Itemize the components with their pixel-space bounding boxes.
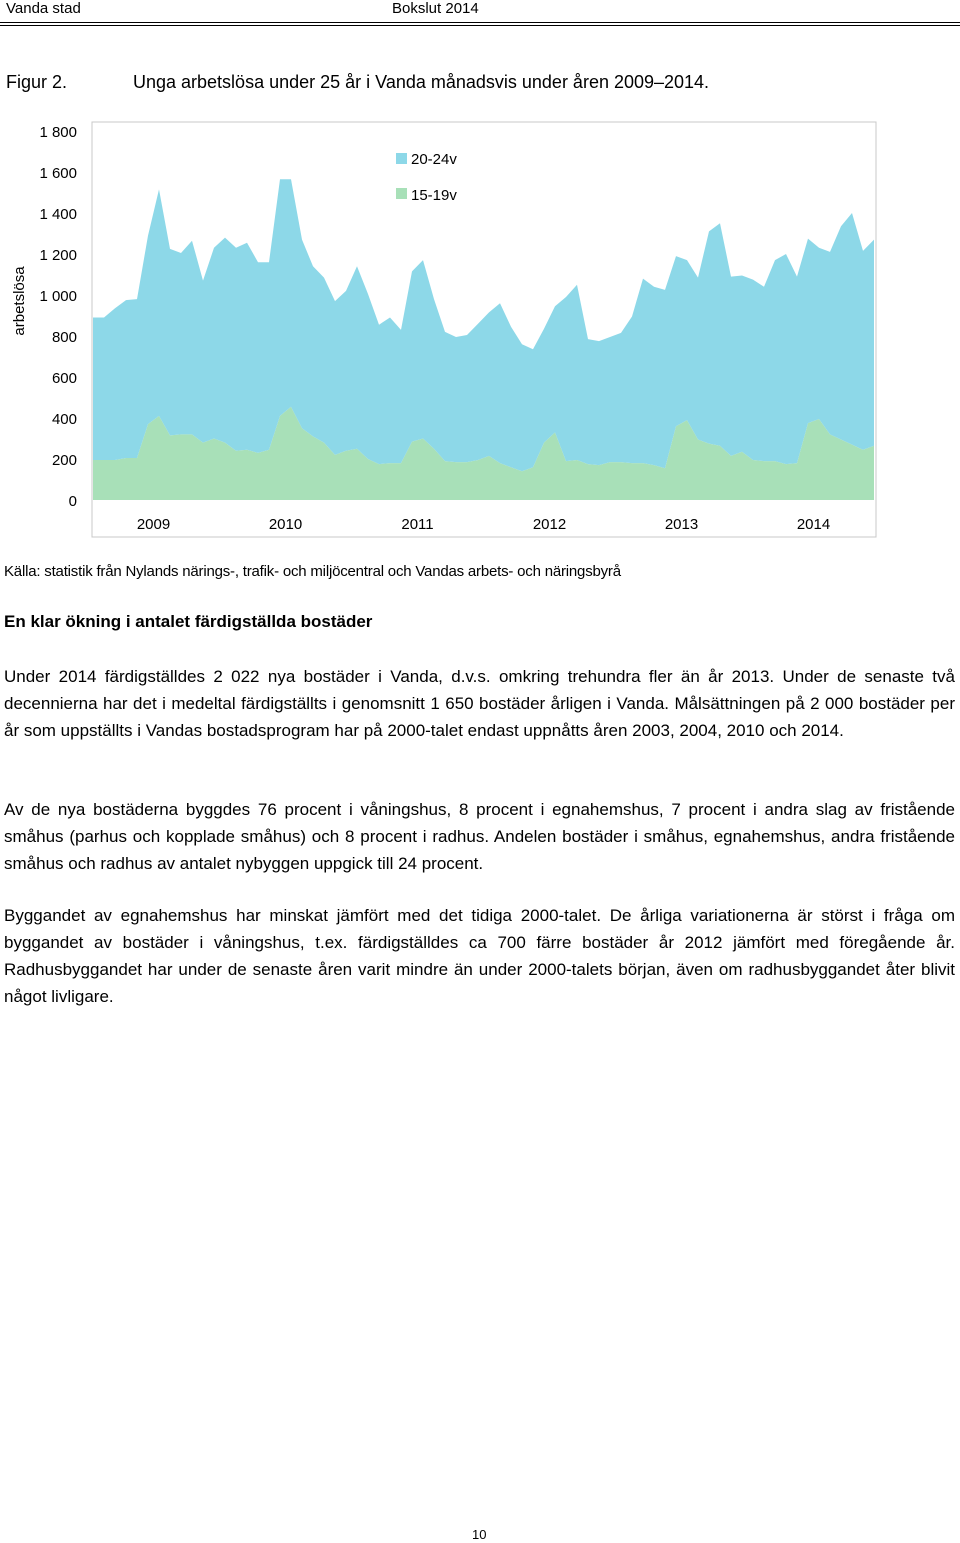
chart-source-note: Källa: statistik från Nylands närings-, trafik- och miljöcentral och Vandas arbets- och näringsbyrå: [4, 563, 621, 580]
header-document-title: Bokslut 2014: [392, 0, 479, 17]
x-tick-label: 2011: [401, 516, 434, 533]
x-axis-year-labels: [137, 516, 830, 533]
legend-label-15-19v: 15-19v: [411, 187, 457, 204]
y-tick-label: 1 800: [39, 124, 77, 141]
y-axis-label: arbetslösa: [11, 266, 28, 336]
y-tick-label: 0: [68, 493, 77, 510]
section-heading: En klar ökning i antalet färdigställda bostäder: [4, 612, 373, 631]
header-rule: [0, 22, 960, 23]
area-series-20-24v: [93, 179, 874, 471]
x-tick-label: 2014: [796, 516, 831, 533]
x-tick-label: 2010: [268, 516, 303, 533]
y-tick-label: 400: [51, 411, 77, 428]
body-paragraph-2: Av de nya bostäderna byggdes 76 procent i våningshus, 8 procent i egnahemshus, 7 procent i andra slag av fristående småhus (parhus och kopplade småhus) och 8 procent i radhus. Andelen bostäder i småhus, egnahemshus, andra fristående småhus och radhus av antalet nybyggen uppgick till 24 procent.: [4, 800, 955, 873]
legend-swatch-20-24v: [396, 153, 407, 164]
y-tick-label: 200: [51, 452, 77, 469]
unemployment-area-chart: [0, 110, 960, 550]
chart-legend: [396, 151, 457, 204]
y-tick-label: 1 400: [39, 206, 77, 223]
body-paragraph-3: Byggandet av egnahemshus har minskat jämfört med det tidiga 2000-talet. De årliga variationerna är störst i fråga om byggandet av bostäder i våningshus, t.ex. färdigställdes ca 700 färre bostäder år 2012 jämfört med föregående år. Radhusbyggandet har under de senaste åren varit mindre än under 2000-talets början, även om radhusbyggandet åter blivit något livligare.: [4, 906, 955, 1006]
x-tick-label: 2013: [664, 516, 699, 533]
body-paragraph-1: Under 2014 färdigställdes 2 022 nya bostäder i Vanda, d.v.s. omkring trehundra fler än år 2013. Under de senaste två decennierna har det i medeltal färdigställts i genomsnitt 1 650 bostäder årligen i Vanda. Målsättningen på 2 000 bostäder per år som uppställts i Vandas bostadsprogram har på 2000-talet endast uppnåtts åren 2003, 2004, 2010 och 2014.: [4, 667, 955, 740]
y-tick-label: 600: [51, 370, 77, 387]
figure-title: Unga arbetslösa under 25 år i Vanda månadsvis under åren 2009–2014.: [133, 72, 710, 92]
legend-label-20-24v: 20-24v: [411, 151, 457, 168]
figure-label: Figur 2.: [6, 72, 68, 92]
y-tick-label: 800: [51, 329, 77, 346]
x-tick-label: 2009: [136, 516, 171, 533]
y-tick-label: 1 200: [39, 247, 77, 264]
page-header: [0, 0, 960, 26]
y-axis-ticks: [39, 124, 77, 510]
y-tick-label: 1 000: [39, 288, 77, 305]
page-number: 10: [472, 1527, 487, 1542]
chart-areas: [93, 179, 874, 500]
header-organization: Vanda stad: [6, 0, 81, 17]
x-tick-label: 2012: [532, 516, 567, 533]
legend-swatch-15-19v: [396, 188, 407, 199]
header-rule-double: [0, 25, 960, 26]
y-tick-label: 1 600: [39, 165, 77, 182]
